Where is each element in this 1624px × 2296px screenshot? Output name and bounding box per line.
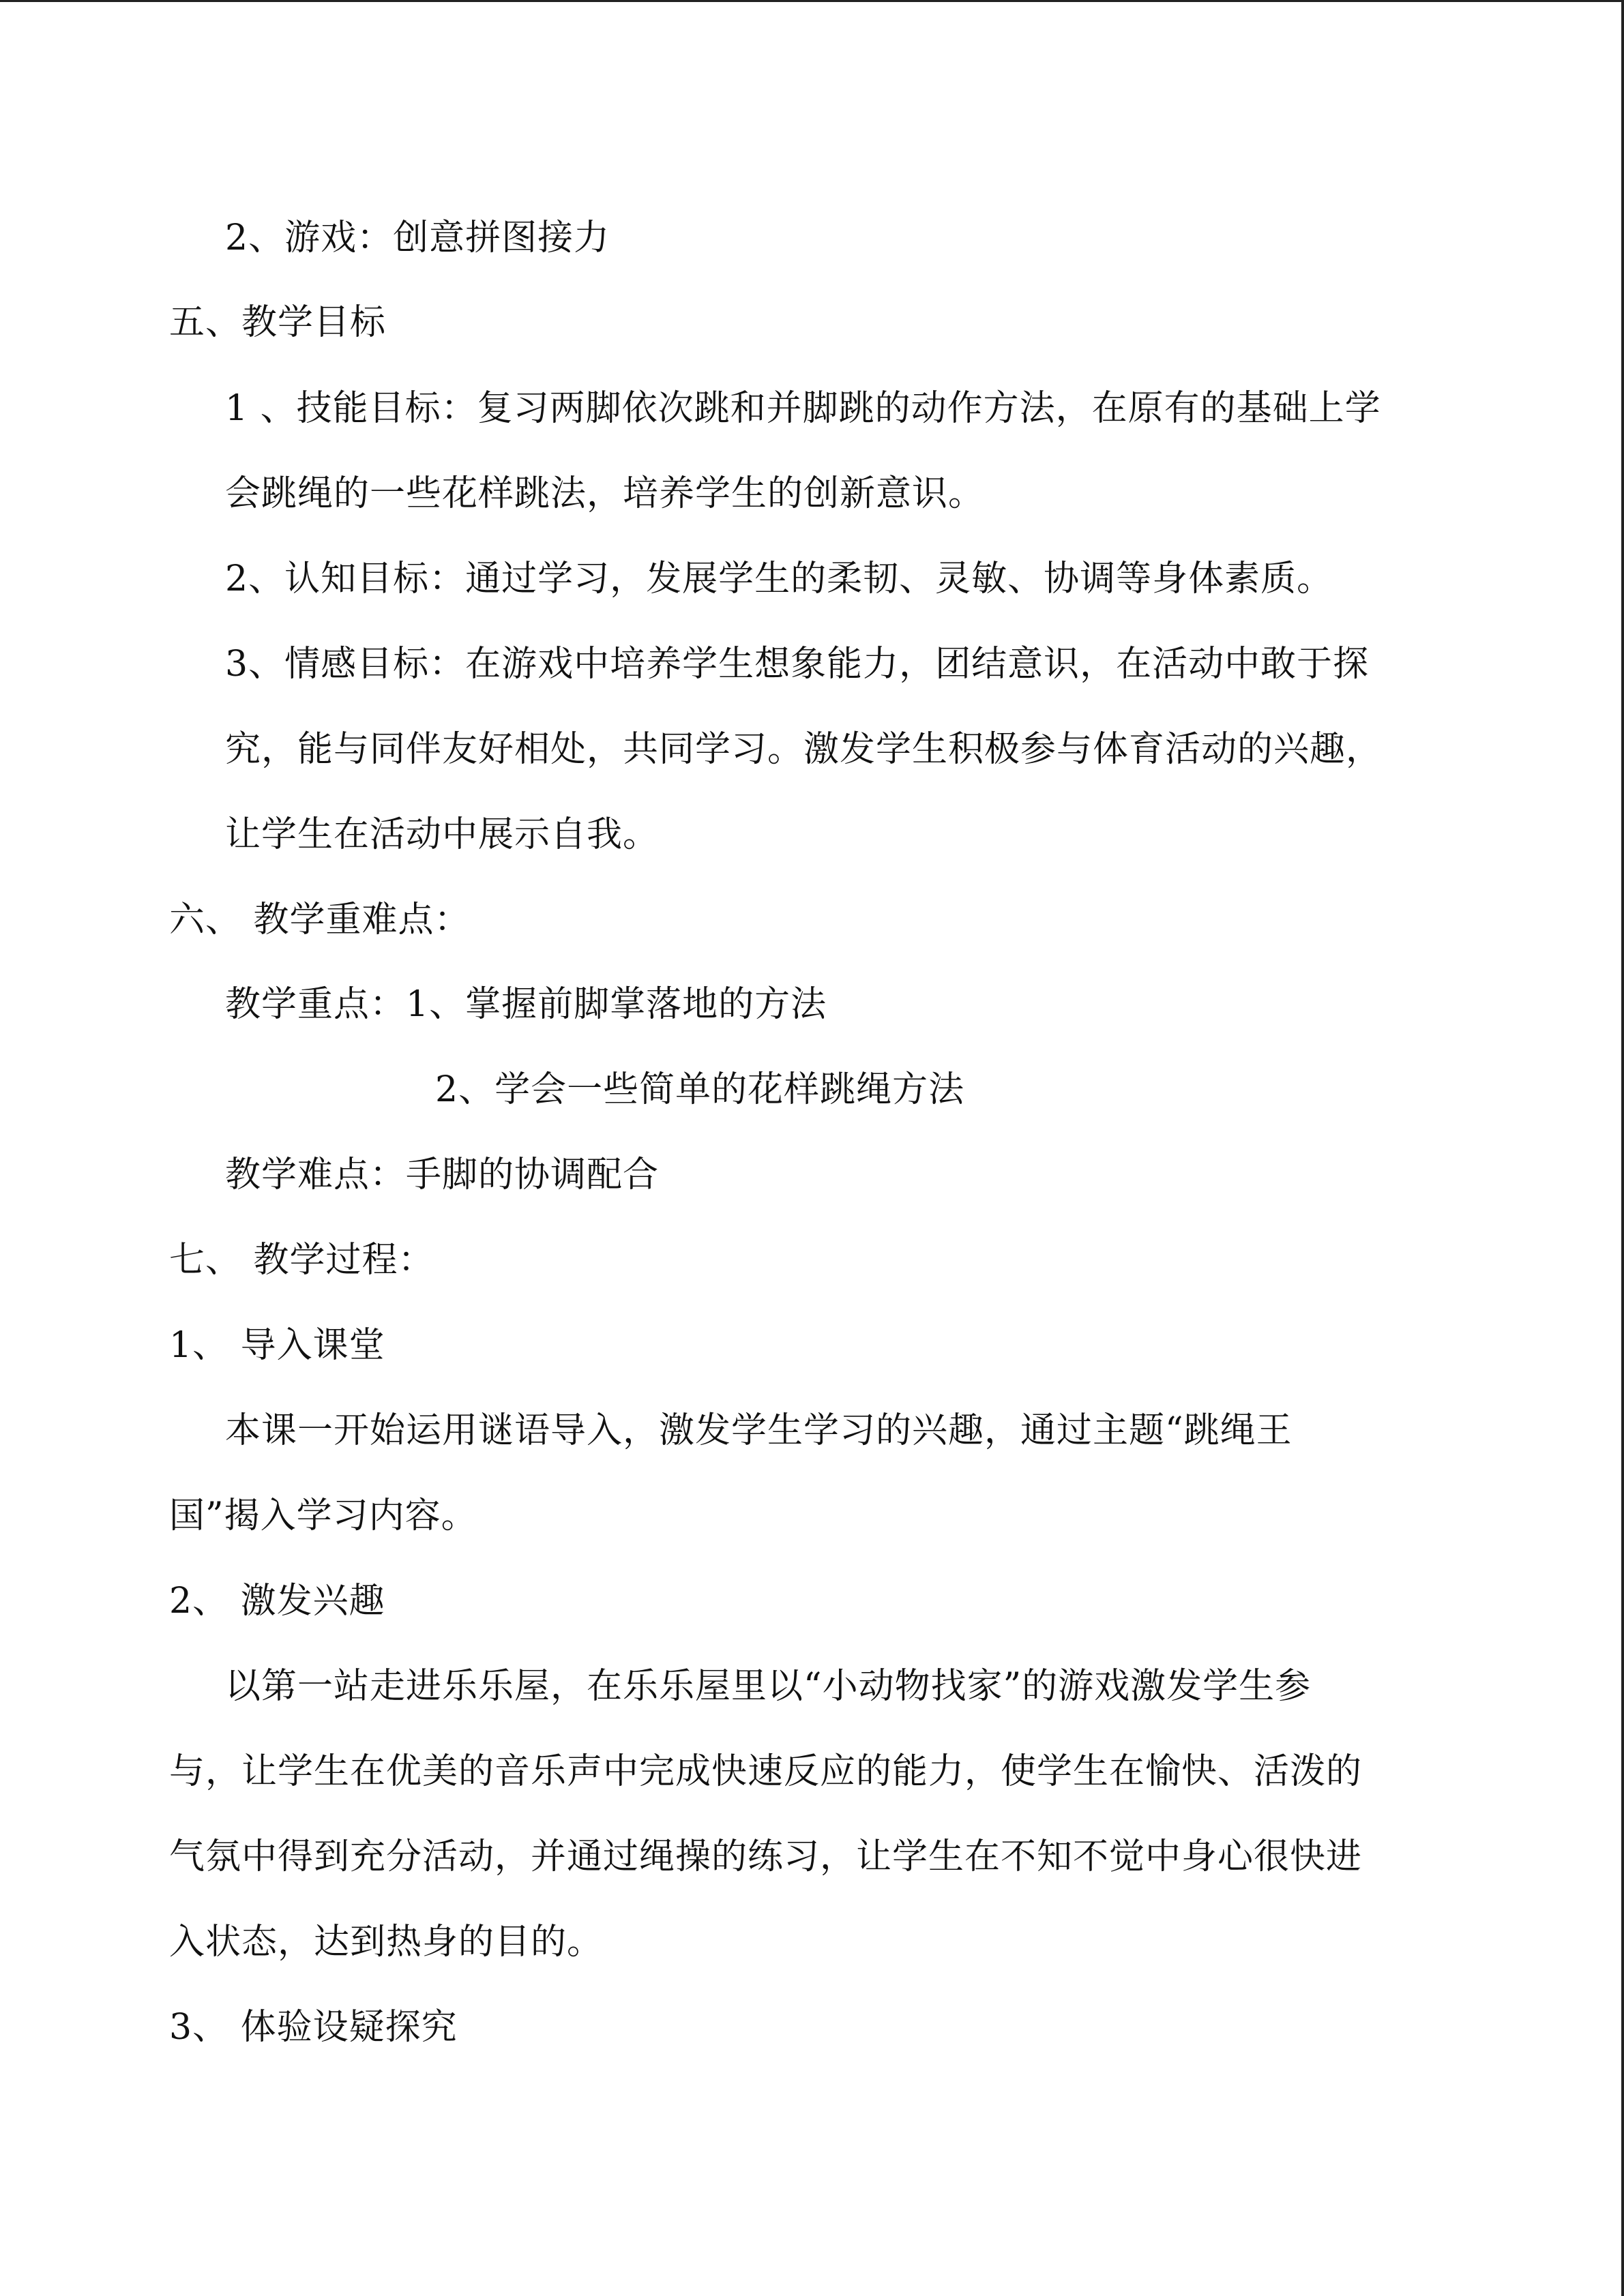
objective-skill: 1 、技能目标：复习两脚依次跳和并脚跳的动作方法，在原有的基础上学: [225, 388, 1381, 429]
process-step-2-heading: 2、 激发兴趣: [169, 1581, 385, 1622]
process-step-2-text: 以第一站走进乐乐屋，在乐乐屋里以“小动物找家”的游戏激发学生参: [225, 1666, 1312, 1707]
objective-affective: 3、情感目标：在游戏中培养学生想象能力，团结意识，在活动中敢于探: [225, 644, 1370, 685]
game-item-2: 2、游戏：创意拼图接力: [225, 218, 610, 258]
section-heading-5: 五、教学目标: [169, 302, 387, 343]
process-step-1-text-continued: 国”揭入学习内容。: [169, 1495, 477, 1536]
objective-affective-continued-1: 究，能与同伴友好相处，共同学习。激发学生积极参与体育活动的兴趣，: [225, 729, 1383, 770]
objective-skill-continued: 会跳绳的一些花样跳法，培养学生的创新意识。: [225, 473, 985, 514]
objective-affective-continued-2: 让学生在活动中展示自我。: [225, 814, 660, 855]
process-step-2-text-continued-3: 入状态，达到热身的目的。: [169, 1922, 604, 1963]
process-step-2-text-continued-2: 气氛中得到充分活动，并通过绳操的练习，让学生在不知不觉中身心很快进: [169, 1836, 1363, 1877]
section-heading-6: 六、 教学重难点：: [169, 899, 471, 940]
teaching-focus-2: 2、学会一些简单的花样跳绳方法: [435, 1069, 965, 1110]
page-border-right: [1621, 0, 1624, 2296]
section-heading-7: 七、 教学过程：: [169, 1240, 434, 1281]
process-step-1-text: 本课一开始运用谜语导入，激发学生学习的兴趣，通过主题“跳绳王: [225, 1410, 1293, 1451]
process-step-1-heading: 1、 导入课堂: [169, 1325, 385, 1366]
process-step-3-heading: 3、 体验设疑探究: [169, 2007, 458, 2048]
teaching-difficulty: 教学难点：手脚的协调配合: [225, 1154, 660, 1195]
objective-cognitive: 2、认知目标：通过学习，发展学生的柔韧、灵敏、协调等身体素质。: [225, 558, 1333, 599]
page-border-top: [0, 0, 1624, 2]
teaching-focus-1: 教学重点：1、掌握前脚掌落地的方法: [225, 984, 827, 1025]
process-step-2-text-continued-1: 与，让学生在优美的音乐声中完成快速反应的能力，使学生在愉快、活泼的: [169, 1751, 1363, 1792]
